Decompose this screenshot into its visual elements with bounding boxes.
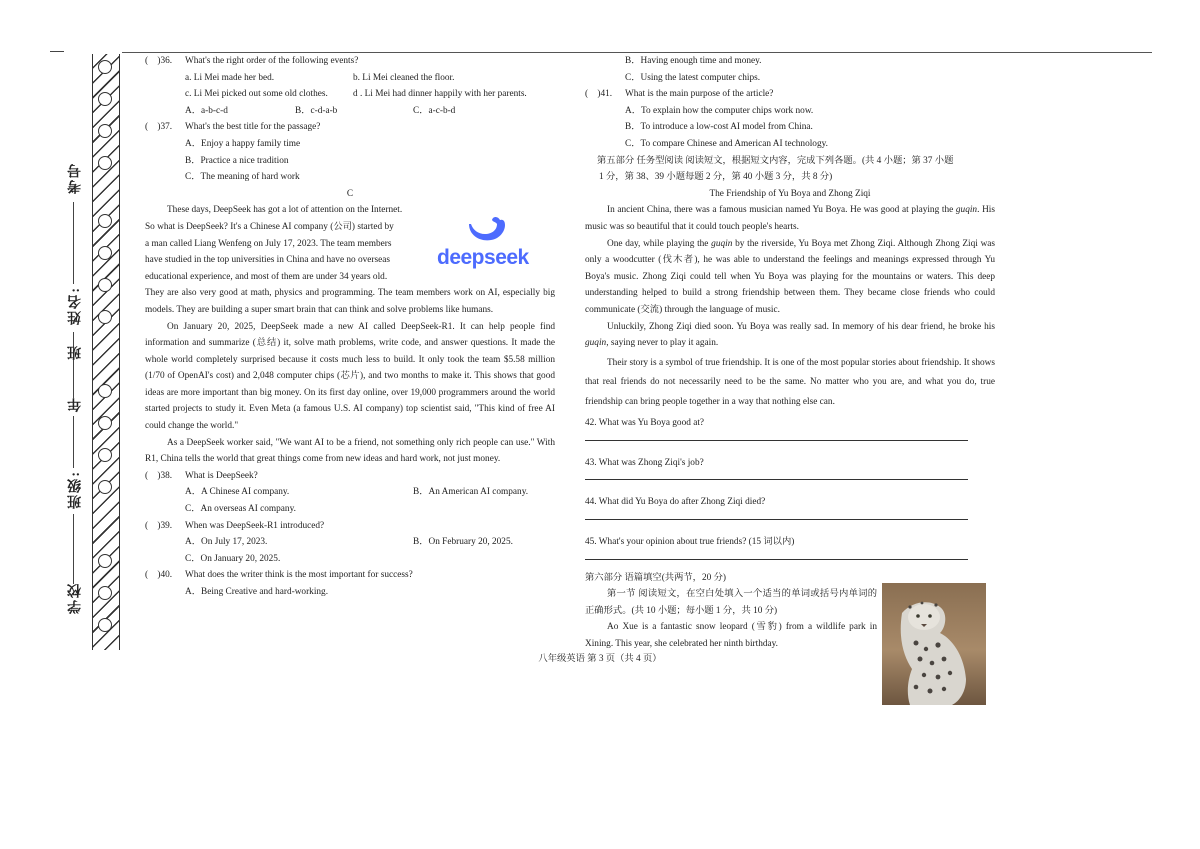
grade-label: 年 xyxy=(68,396,83,412)
story-paragraph: Their story is a symbol of true friendship. It is one of the most popular stories about friendship. It shows that real friends do not necessarily need to be the same. No matter who you are, and what you do, true friendship can bring people together in a way that nothing else can. xyxy=(585,357,995,407)
part5-instructions-cont: 1 分，第 38、39 小题每题 2 分，第 40 小题 3 分，共 8 分) xyxy=(599,172,833,183)
passage-c-intro xyxy=(145,202,437,285)
answer-line-43[interactable] xyxy=(585,475,968,480)
deepseek-logo xyxy=(437,210,537,270)
corner-mark xyxy=(50,51,64,52)
q39-option-b[interactable]: B．On February 20, 2025. xyxy=(413,537,513,548)
question-38: ( )38. What is DeepSeek? xyxy=(145,470,258,481)
part6-heading: 第六部分 语篇填空(共两节，20 分) xyxy=(585,572,726,583)
passage-line: These days, DeepSeek has got a lot of attention on the Internet. xyxy=(167,205,403,216)
binding-hole xyxy=(98,384,112,398)
name-line xyxy=(73,332,74,398)
q36-events-row2 xyxy=(145,86,555,103)
passage-paragraph: On January 20, 2025, DeepSeek made a new AI called DeepSeek-R1. It can help people find information and summarize (总结) it, solve math problems, write code, and answer questions. It made the whole world completely surprised because it costs much less to build. It only took the team $5.58 million (1/70 of OpenAI's cost) and 2,048 computer chips (芯片), and two months to make it. This shows that good ideas are more important than big money. On its first day online, over 19,000 programmers around the world started projects to study it. Even Meta (a famous U.S. AI company) top scientist said, "This kind of free AI could change the world." xyxy=(145,321,555,432)
q38-option-c[interactable]: C．An overseas AI company. xyxy=(185,504,296,515)
ao-xue-paragraph: Ao Xue is a fantastic snow leopard (雪豹) from a wildlife park in Xining. This year, she celebrated her ninth birthday. xyxy=(585,622,877,649)
q36-option-c[interactable]: C．a-c-b-d xyxy=(413,105,456,116)
answer-line-42[interactable] xyxy=(585,436,968,441)
exam-no-label: 考号 xyxy=(68,162,83,194)
story-title: The Friendship of Yu Boya and Zhong Ziqi xyxy=(709,188,871,199)
part5-instructions: 第五部分 任务型阅读 阅读短文，根据短文内容，完成下列各题。(共 4 小题；第 37 小题 xyxy=(597,155,954,166)
binding-hole xyxy=(98,214,112,228)
q36-event-c: c. Li Mei picked out some old clothes. xyxy=(185,89,328,100)
binding-hole xyxy=(98,156,112,170)
binding-hole xyxy=(98,586,112,600)
binding-hole xyxy=(98,480,112,494)
story-paragraph: In ancient China, there was a famous musician named Yu Boya. He was good at playing the guqin. His music was so beautiful that it could touch people's hearts. xyxy=(585,205,995,232)
q38-option-b[interactable]: B．An American AI company. xyxy=(413,487,529,498)
binding-holes xyxy=(98,54,112,650)
question-43: 43. What was Zhong Ziqi's job? xyxy=(585,457,704,468)
q41-option-b[interactable]: B．To introduce a low-cost AI model from China. xyxy=(625,122,813,133)
page-footer: 八年级英语 第 3 页（共 4 页） xyxy=(538,654,662,664)
q40-option-b[interactable]: B．Having enough time and money. xyxy=(625,56,762,66)
answer-line-45[interactable] xyxy=(585,555,968,560)
question-39: ( )39. When was DeepSeek-R1 introduced? xyxy=(145,520,325,531)
question-40: ( )40. What does the writer think is the most important for success? xyxy=(145,570,413,581)
question-45: 45. What's your opinion about true friends? (15 词以内) xyxy=(585,536,795,547)
q39-option-c[interactable]: C．On January 20, 2025. xyxy=(185,553,281,564)
binding-hole xyxy=(98,310,112,324)
class-full-label: 班级: xyxy=(68,470,83,509)
q36-option-b[interactable]: B．c-d-a-b xyxy=(295,105,338,116)
question-44: 44. What did Yu Boya do after Zhong Ziqi died? xyxy=(585,497,766,508)
passage-line: So what is DeepSeek? It's a Chinese AI company (公司) started by xyxy=(145,221,394,232)
name-label: 姓名: xyxy=(68,286,83,325)
q37-option-b[interactable]: B．Practice a nice tradition xyxy=(185,155,289,166)
passage-paragraph: As a DeepSeek worker said, "We want AI to be a friend, not something only rich people can use." With R1, China tells the world that great things come from new ideas and hard work, not just money. xyxy=(145,437,555,465)
passage-paragraph: They are also very good at math, physics and programming. The team members work on AI, especially big models. They are building a super smart brain that can think and solve problems like humans. xyxy=(145,288,555,315)
binding-hole xyxy=(98,246,112,260)
part6-section1-instructions: 第一节 阅读短文，在空白处填入一个适当的单词或括号内单词的正确形式。(共 10 小题；每小题 1 分，共 10 分) xyxy=(585,589,877,616)
binding-hole xyxy=(98,618,112,632)
q36-option-a[interactable]: A．a-b-c-d xyxy=(185,105,228,116)
left-column xyxy=(145,53,555,601)
class-line xyxy=(73,514,74,584)
q40-option-c[interactable]: C．Using the latest computer chips. xyxy=(625,72,761,83)
binding-hole xyxy=(98,554,112,568)
binding-hole xyxy=(98,278,112,292)
q36-options xyxy=(145,103,555,120)
class-label: 班 xyxy=(68,344,83,360)
story-paragraph: Unluckily, Zhong Ziqi died soon. Yu Boya was really sad. In memory of his dear friend, he broke his guqin, saying never to play it again. xyxy=(585,321,995,349)
q41-option-c[interactable]: C．To compare Chinese and American AI technology. xyxy=(625,138,828,149)
whale-icon xyxy=(463,210,511,246)
school-label: 学校 xyxy=(68,582,83,614)
q36-event-a: a. Li Mei made her bed. xyxy=(185,72,275,83)
story-paragraph: One day, while playing the guqin by the riverside, Yu Boya met Zhong Ziqi. Although Zhong Ziqi was only a woodcutter (伐木者), he was able to understand the feelings and meanings expressed through Yu Boya's music. Zhong Ziqi could tell when Yu Boya was playing for the mountains or waters. This deep understanding helped to build a strong friendship between them. They became close friends who could communicate (交流) through the language of music. xyxy=(585,238,996,315)
q36-event-d: d . Li Mei had dinner happily with her parents. xyxy=(353,89,527,100)
binding-hole xyxy=(98,448,112,462)
q40-option-a[interactable]: A．Being Creative and hard-working. xyxy=(185,587,329,597)
question-37: ( )37. What's the best title for the passage? xyxy=(145,122,321,133)
q36-events-row1 xyxy=(145,70,555,87)
right-column xyxy=(585,53,995,653)
passage-line: a man called Liang Wenfeng on July 17, 2023. The team members xyxy=(145,238,392,249)
q39-options-row xyxy=(145,534,555,551)
binding-hole xyxy=(98,416,112,430)
q38-options-row xyxy=(145,484,555,501)
section-c-heading: C xyxy=(346,188,354,199)
question-41: ( )41. What is the main purpose of the article? xyxy=(585,89,774,100)
question-36: ( )36. What's the right order of the following events? xyxy=(145,56,359,66)
passage-line: educational experience, and most of them are under 34 years old. xyxy=(145,271,388,282)
q37-option-c[interactable]: C．The meaning of hard work xyxy=(185,172,300,183)
binding-hole xyxy=(98,60,112,74)
q38-option-a[interactable]: A．A Chinese AI company. xyxy=(185,487,290,498)
q37-option-a[interactable]: A．Enjoy a happy family time xyxy=(185,138,301,149)
exam-no-line xyxy=(73,202,74,284)
q41-option-a[interactable]: A．To explain how the computer chips work now. xyxy=(625,105,814,116)
binding-hole xyxy=(98,92,112,106)
binding-hole xyxy=(98,124,112,138)
snow-leopard-image xyxy=(882,583,986,705)
question-42: 42. What was Yu Boya good at? xyxy=(585,418,705,429)
grade-line xyxy=(73,416,74,468)
deepseek-logo-text: deepseek xyxy=(437,246,529,269)
q39-option-a[interactable]: A．On July 17, 2023. xyxy=(185,537,268,548)
answer-line-44[interactable] xyxy=(585,515,968,520)
passage-line: have studied in the top universities in China and have no overseas xyxy=(145,255,391,266)
q36-event-b: b. Li Mei cleaned the floor. xyxy=(353,72,455,83)
